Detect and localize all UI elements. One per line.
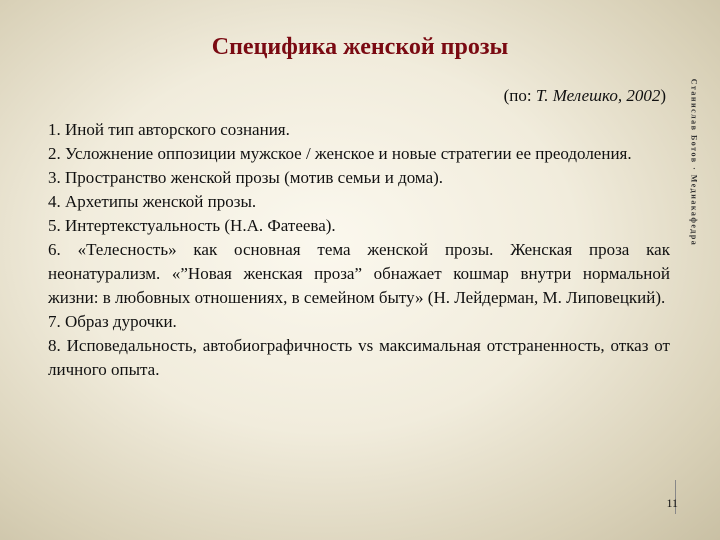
- side-vertical-text: [684, 36, 704, 288]
- page-number: 11: [666, 496, 678, 510]
- content-list: [48, 118, 670, 382]
- list-item: 8. Исповедальность, автобиографичность vs максимальная отстраненность, отказ от личного опыта.: [48, 336, 670, 379]
- list-item: 5. Интертекстуальность (Н.А. Фатеева).: [48, 216, 336, 235]
- list-item: 6. «Телесность» как основная тема женской прозы. Женская проза как неонатурализм. «”Новая женская проза” обнажает кошмар внутри нормальной жизни: в любовных отношениях, в семейном быту» (Н. Лейдерман, М. Липовецкий).: [48, 240, 670, 307]
- list-item: 1. Иной тип авторского сознания.: [48, 120, 290, 139]
- list-item: 3. Пространство женской прозы (мотив семьи и дома).: [48, 168, 444, 187]
- list-item: 2. Усложнение оппозиции мужское / женское и новые стратегии ее преодоления.: [48, 144, 632, 163]
- slide-title: Специфика женской прозы: [211, 34, 509, 60]
- source-suffix: ): [660, 86, 666, 105]
- list-item: 4. Архетипы женской прозы.: [48, 192, 257, 211]
- source-author-year: Т. Мелешко, 2002: [535, 86, 661, 105]
- source-prefix: (по:: [503, 86, 536, 105]
- source-citation: [504, 86, 666, 106]
- list-item: 7. Образ дурочки.: [48, 312, 177, 331]
- side-text-label: Станислав Ботов · Медиакафедра: [689, 78, 699, 246]
